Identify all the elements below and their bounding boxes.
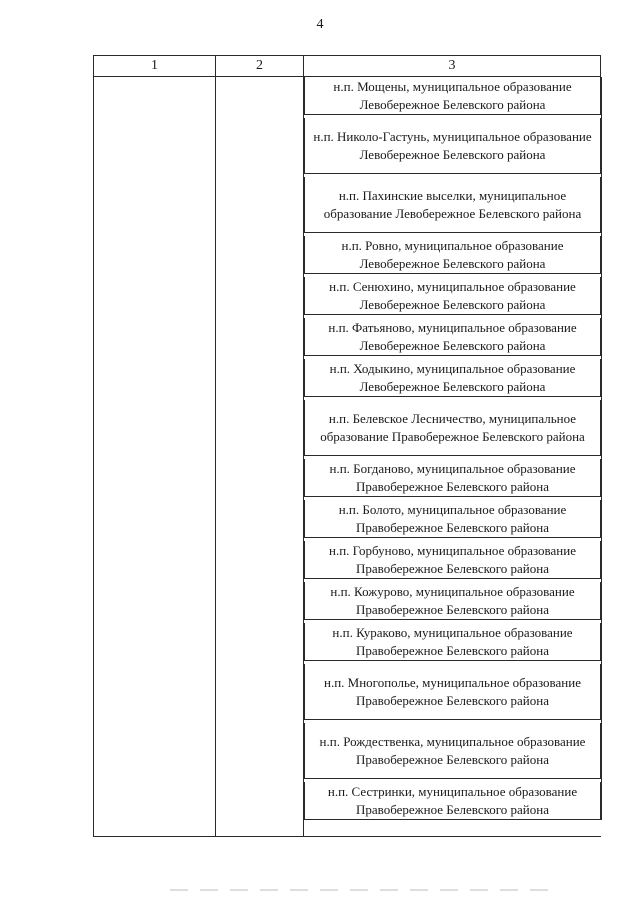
settlement-entry: н.п. Кураково, муниципальное образование Правобережное Белевского района [304,623,601,661]
settlement-entry: н.п. Белевское Лесничество, муниципальное образование Правобережное Белевского района [304,400,601,456]
settlement-entry: н.п. Фатьяново, муниципальное образование Левобережное Белевского района [304,318,601,356]
settlement-entry: н.п. Ровно, муниципальное образование Левобережное Белевского района [304,236,601,274]
settlement-entry: н.п. Сестринки, муниципальное образование Правобережное Белевского района [304,782,601,820]
settlement-entry: н.п. Николо-Гастунь, муниципальное образование Левобережное Белевского района [304,118,601,174]
column-header-2: 2 [216,56,304,77]
settlement-entry: н.п. Горбуново, муниципальное образование Правобережное Белевского района [304,541,601,579]
settlements-table [93,55,601,837]
settlement-entry: н.п. Сенюхино, муниципальное образование Левобережное Белевского района [304,277,601,315]
page-number: 4 [316,17,324,32]
column-header-3: 3 [304,56,601,77]
settlement-entry: н.п. Богданово, муниципальное образование Правобережное Белевского района [304,459,601,497]
column-header-1: 1 [94,56,216,77]
settlement-entry: н.п. Многополье, муниципальное образование Правобережное Белевского района [304,664,601,720]
settlement-entry: н.п. Рождественка, муниципальное образование Правобережное Белевского района [304,723,601,779]
settlement-entry: н.п. Ходыкино, муниципальное образование Левобережное Белевского района [304,359,601,397]
settlement-list [304,77,602,820]
column-3-cell [304,77,601,837]
settlement-entry: н.п. Пахинские выселки, муниципальное образование Левобережное Белевского района [304,177,601,233]
table-header-row [94,56,601,77]
column-2-cell [216,77,304,837]
table-body-row [94,77,601,837]
settlement-entry: н.п. Кожурово, муниципальное образование Правобережное Белевского района [304,582,601,620]
column-1-cell [94,77,216,837]
settlement-entry: н.п. Болото, муниципальное образование Правобережное Белевского района [304,500,601,538]
settlement-entry: н.п. Мощены, муниципальное образование Левобережное Белевского района [304,77,601,115]
scan-artifact-line [170,889,560,891]
